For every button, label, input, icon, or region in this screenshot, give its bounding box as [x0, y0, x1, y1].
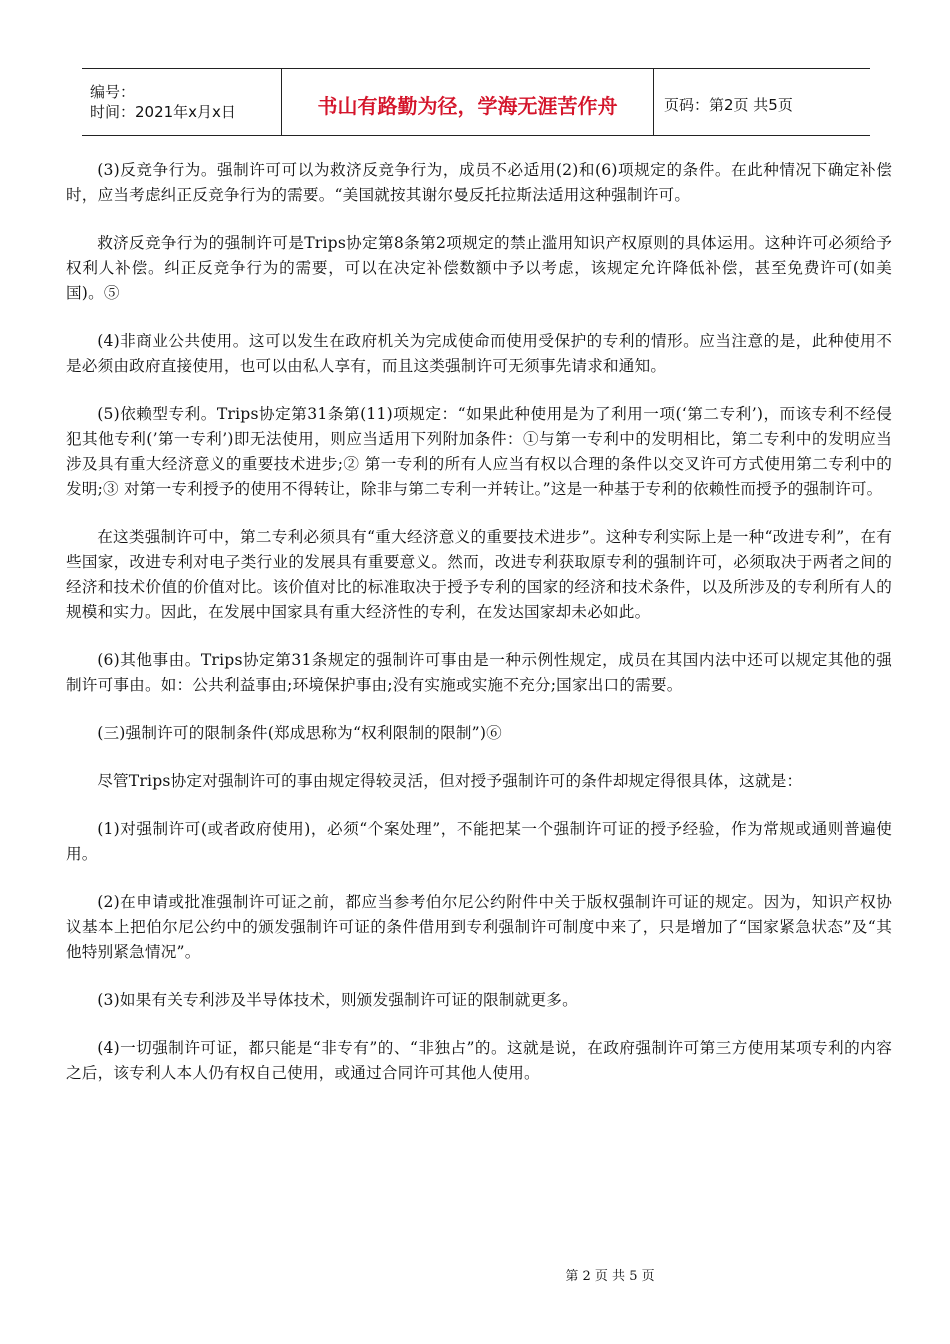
paragraph-improvement-patent: 在这类强制许可中，第二专利必须具有“重大经济意义的重要技术进步”。这种专利实际上是一种“改进专利”，在有些国家，改进专利对电子类行业的发展具有重要意义。然而，改进专利获取原专利的强制许可，必须取决于两者之间的经济和技术价值的价值对比。该价值对比的标准取决于授予专利的国家的经济和技术条件，以及所涉及的专利所有人的规模和实力。因此，在发展中国家具有重大经济性的专利，在发达国家却未必如此。 — [66, 528, 892, 621]
paragraph-remedy-explanation: 救济反竞争行为的强制许可是Trips协定第8条第2项规定的禁止滥用知识产权原则的具体运用。这种许可必须给予权利人补偿。纠正反竞争行为的需要，可以在决定补偿数额中予以考虑，该规定允许降低补偿，甚至免费许可(如美国)。⑤ — [66, 234, 892, 302]
page-footer — [0, 1265, 950, 1284]
paragraph-other-reasons: (6)其他事由。Trips协定第31条规定的强制许可事由是一种示例性规定，成员在其国内法中还可以规定其他的强制许可事由。如：公共利益事由;环境保护事由;没有实施或实施不充分;国家出口的需要。 — [66, 651, 892, 694]
section-heading-restrictions: (三)强制许可的限制条件(郑成思称为“权利限制的限制”)⑥ — [97, 724, 502, 742]
document-number-label: 编号： — [90, 83, 136, 101]
paragraph-restriction-4: (4)一切强制许可证，都只能是“非专有”的、“非独占”的。这就是说，在政府强制许可第三方使用某项专利的内容之后，该专利人本人仍有权自己使用，或通过合同许可其他人使用。 — [66, 1039, 892, 1082]
header-page-info: 页码：第2页 共5页 — [664, 95, 793, 114]
footer-page-number: 第 2 页 共 5 页 — [565, 1269, 655, 1284]
paragraph-restriction-2: (2)在申请或批准强制许可证之前，都应当参考伯尔尼公约附件中关于版权强制许可证的规定。因为，知识产权协议基本上把伯尔尼公约中的颁发强制许可证的条件借用到专利强制许可制度中来了，只是增加了“国家紧急状态”及“其他特别紧急情况”。 — [66, 893, 892, 961]
paragraph-dependent-patent: (5)依赖型专利。Trips协定第31条第(11)项规定：“如果此种使用是为了利用一项(‘第二专利’)，而该专利不经侵犯其他专利(’第一专利’)即无法使用，则应当适用下列附加条件：①与第一专利中的发明相比，第二专利中的发明应当涉及具有重大经济意义的重要技术进步;② 第一专利的所有人应当有权以合理的条件以交叉许可方式使用第二专利中的发明;③ 对第一专利授予的使用不得转让，除非与第二专利一并转让。”这是一种基于专利的依赖性而授予的强制许可。 — [66, 405, 892, 498]
document-body — [66, 158, 892, 1109]
paragraph-restrictions-intro: 尽管Trips协定对强制许可的事由规定得较灵活，但对授予强制许可的条件却规定得很具体，这就是： — [97, 772, 803, 790]
paragraph-non-commercial-use: (4)非商业公共使用。这可以发生在政府机关为完成使命而使用受保护的专利的情形。应当注意的是，此种使用不是必须由政府直接使用，也可以由私人享有，而且这类强制许可无须事先请求和通知。 — [66, 332, 892, 375]
paragraph-anti-competitive: (3)反竞争行为。强制许可可以为救济反竞争行为，成员不必适用(2)和(6)项规定的条件。在此种情况下确定补偿时，应当考虑纠正反竞争行为的需要。“美国就按其谢尔曼反托拉斯法适用这种强制许可。 — [66, 161, 892, 204]
paragraph-restriction-1: (1)对强制许可(或者政府使用)，必须“个案处理”，不能把某一个强制许可证的授予经验，作为常规或通则普遍使用。 — [66, 820, 892, 863]
document-time-label: 时间：2021年x月x日 — [90, 103, 236, 121]
paragraph-restriction-3: (3)如果有关专利涉及半导体技术，则颁发强制许可证的限制就更多。 — [97, 991, 578, 1009]
page-header — [82, 68, 870, 136]
header-meta — [82, 69, 282, 135]
header-motto: 书山有路勤为径，学海无涯苦作舟 — [282, 69, 654, 135]
